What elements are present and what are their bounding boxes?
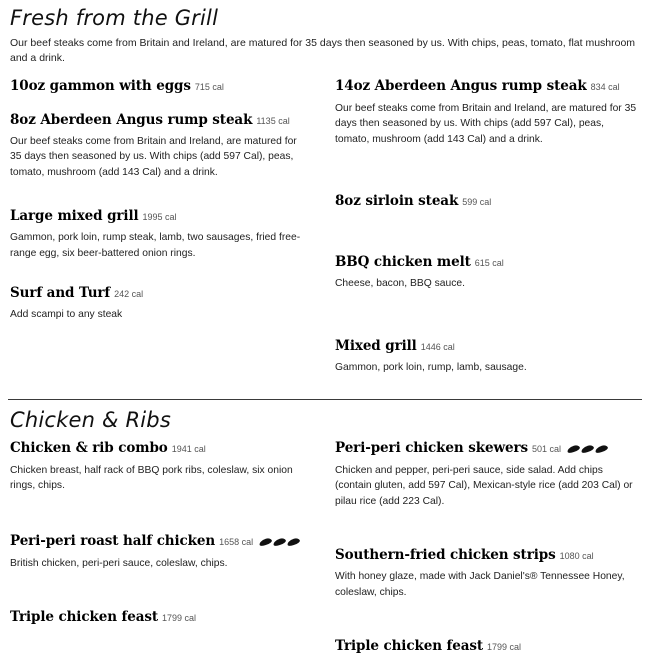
section-divider bbox=[8, 399, 642, 400]
menu-item-heading bbox=[10, 76, 309, 95]
menu-item[interactable] bbox=[10, 110, 309, 181]
menu-item-heading bbox=[335, 438, 638, 457]
menu-item-heading bbox=[10, 531, 309, 550]
menu-item-name: Southern-fried chicken strips bbox=[335, 547, 556, 564]
menu-item-description: Gammon, pork loin, rump steak, lamb, two sausages, fried free-range egg, six beer-battered onion rings. bbox=[10, 232, 301, 259]
menu-section-grill bbox=[0, 6, 650, 389]
menu-item-calories: 1799 cal bbox=[161, 613, 197, 624]
menu-item-heading bbox=[10, 110, 309, 129]
menu-item-calories: 1799 cal bbox=[486, 642, 522, 653]
menu-item[interactable] bbox=[10, 531, 309, 571]
section-title: Fresh from the Grill bbox=[10, 6, 219, 30]
menu-item-name: 14oz Aberdeen Angus rump steak bbox=[335, 78, 587, 95]
menu-item[interactable] bbox=[10, 206, 309, 261]
menu-item-name: 8oz Aberdeen Angus rump steak bbox=[10, 111, 253, 128]
menu-item[interactable] bbox=[335, 252, 638, 292]
menu-item-name: Peri-peri chicken skewers bbox=[335, 440, 528, 457]
menu-item-heading bbox=[335, 76, 638, 95]
menu-item-calories: 615 cal bbox=[474, 258, 504, 269]
spice-level-icon bbox=[258, 531, 300, 550]
menu-item-name: Triple chicken feast bbox=[335, 638, 483, 655]
menu-item-description: Chicken breast, half rack of BBQ pork ribs, coleslaw, six onion rings, chips. bbox=[10, 464, 293, 491]
menu-item-calories: 1080 cal bbox=[559, 551, 594, 562]
menu-page bbox=[0, 6, 650, 655]
menu-item[interactable] bbox=[335, 191, 638, 210]
menu-item-calories: 1941 cal bbox=[171, 444, 206, 455]
menu-item-name: BBQ chicken melt bbox=[335, 254, 471, 271]
menu-item-calories: 599 cal bbox=[462, 196, 492, 207]
section-intro: Our beef steaks come from Britain and Ireland, are matured for 35 days then seasoned by us. With chips, peas, tomato, flat mushroom and a drink. bbox=[10, 37, 636, 65]
menu-item-description: With honey glaze, made with Jack Daniel's® Tennessee Honey, coleslaw, chips. bbox=[335, 571, 625, 598]
right-column bbox=[325, 438, 642, 671]
menu-item-name: 8oz sirloin steak bbox=[335, 192, 459, 209]
spice-level-icon bbox=[566, 438, 608, 457]
menu-item[interactable] bbox=[335, 336, 638, 376]
menu-item-description: Chicken and pepper, peri-peri sauce, side salad. Add chips (contain gluten, add 597 Cal), Mexican-style rice (add 203 Cal) or pilau rice (add 223 Cal). bbox=[335, 464, 633, 507]
menu-item-heading bbox=[10, 283, 309, 302]
menu-item-heading bbox=[10, 206, 309, 225]
menu-item[interactable] bbox=[335, 438, 638, 509]
menu-item[interactable] bbox=[335, 545, 638, 600]
section-columns bbox=[8, 76, 642, 389]
menu-item-description: Gammon, pork loin, rump, lamb, sausage. bbox=[335, 361, 527, 373]
menu-item[interactable] bbox=[335, 76, 638, 147]
menu-item-calories: 242 cal bbox=[114, 289, 144, 300]
menu-item[interactable] bbox=[10, 438, 309, 493]
section-title: Chicken & Ribs bbox=[10, 408, 171, 433]
menu-item-description: Cheese, bacon, BBQ sauce. bbox=[335, 278, 465, 290]
menu-item-heading bbox=[335, 191, 638, 210]
menu-item-heading bbox=[335, 545, 638, 564]
left-column bbox=[8, 76, 325, 336]
menu-item-name: Peri-peri roast half chicken bbox=[10, 533, 216, 550]
menu-item-calories: 715 cal bbox=[194, 82, 224, 93]
menu-item-name: Surf and Turf bbox=[10, 285, 111, 302]
menu-item[interactable] bbox=[10, 607, 309, 626]
menu-item-heading bbox=[335, 252, 638, 271]
menu-item-description: Our beef steaks come from Britain and Ireland, are matured for 35 days then seasoned by us. With chips (add 597 Cal), peas, tomato, mushroom (add 143 Cal) and a drink. bbox=[10, 135, 297, 178]
menu-item-calories: 501 cal bbox=[532, 444, 562, 455]
menu-item-heading bbox=[335, 336, 638, 355]
menu-item-calories: 1135 cal bbox=[256, 115, 290, 126]
menu-item-description: British chicken, peri-peri sauce, coleslaw, chips. bbox=[10, 557, 228, 569]
menu-item-calories: 1658 cal bbox=[219, 537, 254, 548]
menu-item-heading bbox=[10, 438, 309, 457]
menu-item-calories: 1446 cal bbox=[420, 341, 455, 352]
menu-item-description: Add scampi to any steak bbox=[10, 309, 123, 321]
section-columns bbox=[8, 438, 642, 671]
right-column bbox=[325, 76, 642, 389]
menu-item-name: 10oz gammon with eggs bbox=[10, 78, 191, 95]
menu-item-calories: 1995 cal bbox=[142, 212, 177, 223]
menu-item-name: Large mixed grill bbox=[10, 208, 139, 225]
menu-item-calories: 834 cal bbox=[590, 82, 620, 93]
menu-item-description: Our beef steaks come from Britain and Ireland, are matured for 35 days then seasoned by us. With chips (add 597 Cal), peas, tomato, mushroom (add 143 Cal) and a drink. bbox=[335, 102, 637, 145]
menu-item[interactable] bbox=[335, 636, 638, 655]
menu-item-name: Chicken & rib combo bbox=[10, 440, 168, 457]
menu-item[interactable] bbox=[10, 76, 309, 95]
menu-section-chicken-ribs bbox=[0, 408, 650, 671]
menu-item-heading bbox=[10, 607, 309, 626]
menu-item-heading bbox=[335, 636, 638, 655]
menu-item-name: Triple chicken feast bbox=[10, 609, 158, 626]
left-column bbox=[8, 438, 325, 642]
menu-item-name: Mixed grill bbox=[335, 337, 417, 354]
menu-item[interactable] bbox=[10, 283, 309, 323]
